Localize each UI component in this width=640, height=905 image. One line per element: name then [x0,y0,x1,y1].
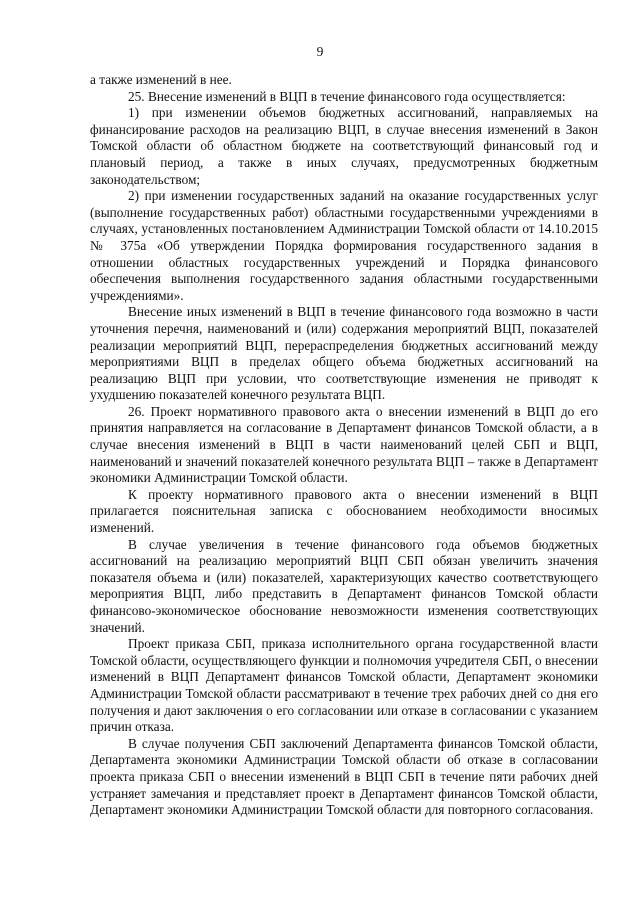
paragraph-continuation: а также изменений в нее. [90,72,232,87]
paragraph-subitem-2: 2) при изменении государственных заданий на оказание государственных услуг (выполнение государственных работ) областными государственными учреждениями в случаях, установленных постановлением Администрации Томской области от 14.10.2015 № 375а «Об утверждении Порядка формирования государственного задания в отношении областных государственных учреждений и Порядка финансового обеспечения выполнения государственного задания областными государственными учреждениями». [90,188,598,303]
paragraph-explanatory-note: К проекту нормативного правового акта о внесении изменений в ВЦП прилагается пояснительная записка с обоснованием необходимости вносимых изменений. [90,486,598,536]
paragraph-order-review: Проект приказа СБП, приказа исполнительного органа государственной власти Томской области, осуществляющего функции и полномочия учредителя СБП, о внесении изменений в ВЦП Департамент финансов Томской области, Департамент экономики Администрации Томской области рассматривают в течение трех рабочих дней со дня его получения и дают заключения о его согласовании или отказе в согласовании с указанием причин отказа. [90,636,598,735]
document-body [90,72,598,819]
paragraph-refusal-handling: В случае получения СБП заключений Департамента финансов Томской области, Департамента экономики Администрации Томской области об отказе в согласовании проекта приказа СБП о внесении изменений в ВЦП СБП в течение пяти рабочих дней устраняет замечания и представляет проект в Департамент финансов Томской области, Департамент экономики Администрации Томской области для повторного согласования. [90,735,598,818]
paragraph-other-changes: Внесение иных изменений в ВЦП в течение финансового года возможно в части уточнения перечня, наименований и (или) содержания мероприятий ВЦП, показателей реализации мероприятий ВЦП, перераспределения бюджетных ассигнований между мероприятиями ВЦП в пределах общего объема бюджетных ассигнований на реализацию ВЦП при условии, что соответствующие изменения не приводят к ухудшению показателей конечного результата ВЦП. [90,304,598,403]
paragraph-subitem-1: 1) при изменении объемов бюджетных ассигнований, направляемых на финансирование расходов на реализацию ВЦП, в случае внесения изменений в Закон Томской области об областном бюджете на соответствующий финансовый год и плановый период, а также в иных случаях, предусмотренных бюджетным законодательством; [90,105,598,187]
paragraph-increase-allocations: В случае увеличения в течение финансового года объемов бюджетных ассигнований на реализацию мероприятий ВЦП СБП обязан увеличить значения показателя объема и (или) показателей, характеризующих качество соответствующего мероприятия ВЦП, либо представить в Департамент финансов Томской области финансово-экономическое обоснование невозможности изменения соответствующих значений. [90,536,598,635]
paragraph-item-25: 25. Внесение изменений в ВЦП в течение финансового года осуществляется: [128,88,566,104]
paragraph-item-26: 26. Проект нормативного правового акта о внесении изменений в ВЦП до его принятия направляется на согласование в Департамент финансов Томской области, а в случае внесения изменений в ВЦП в части наименований целей СБП и ВЦП, наименований и значений показателей конечного результата ВЦП – также в Департамент экономики Администрации Томской области. [90,403,598,486]
page-number: 9 [316,44,324,59]
